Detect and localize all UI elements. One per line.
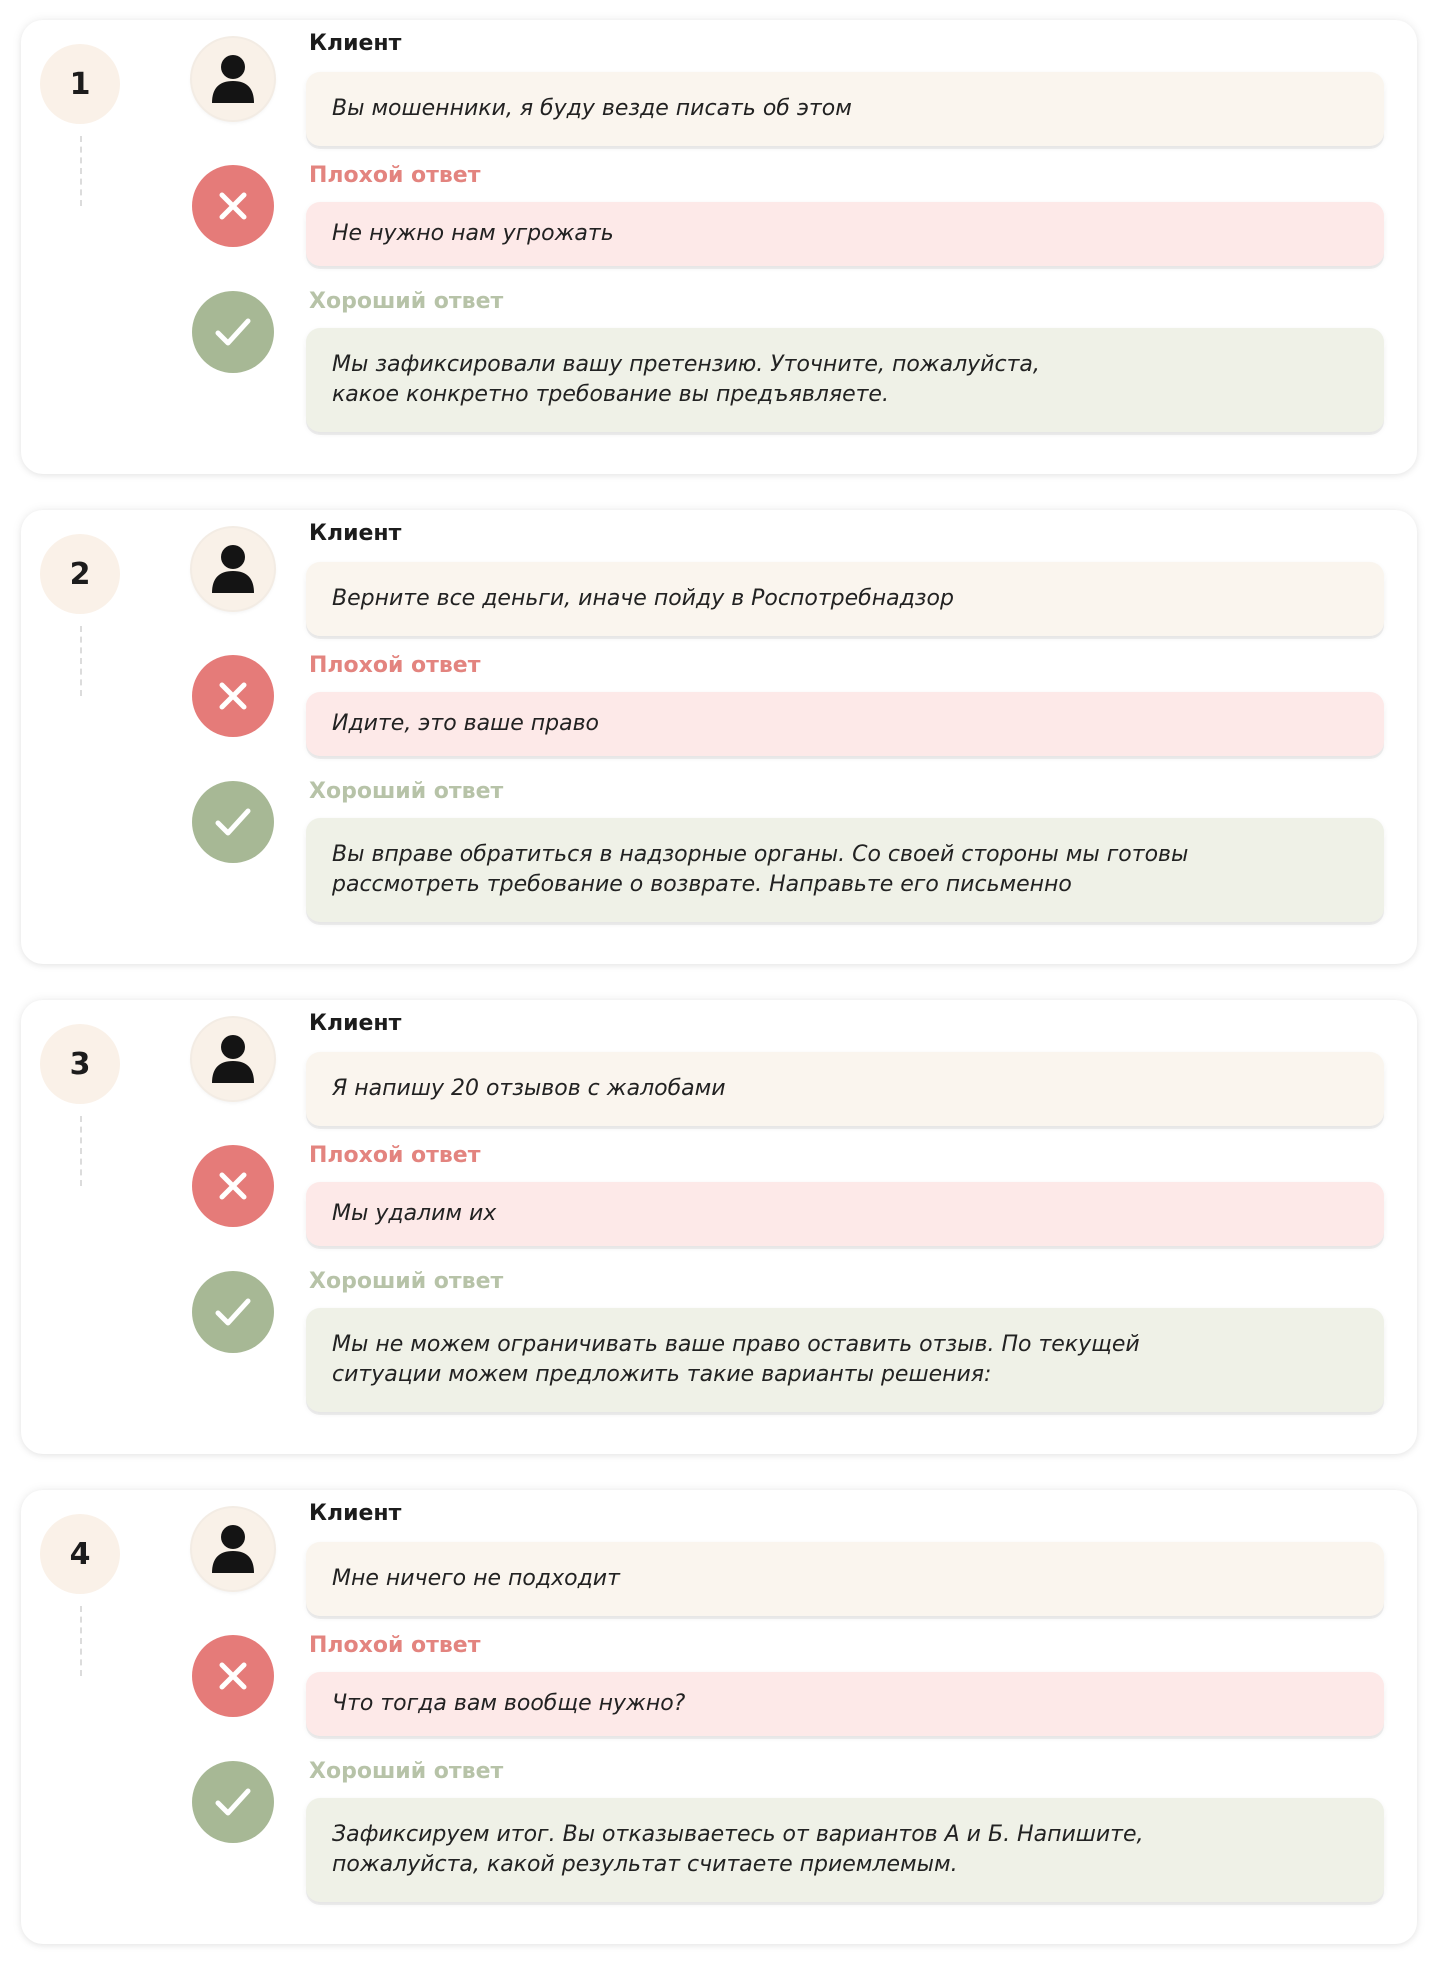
case-card-3	[21, 1000, 1417, 1454]
client-label: Клиент	[309, 1501, 402, 1526]
dashed-connector	[80, 1116, 82, 1186]
check-icon	[192, 1271, 274, 1353]
check-icon	[192, 291, 274, 373]
cross-icon	[192, 165, 274, 247]
client-message: Я напишу 20 отзывов с жалобами	[306, 1052, 1384, 1126]
good-answer-message: Мы не можем ограничивать ваше право оставить отзыв. По текущей ситуации можем предложить такие варианты решения:	[306, 1308, 1384, 1412]
person-icon	[192, 1018, 274, 1100]
client-message: Верните все деньги, иначе пойду в Роспотребнадзор	[306, 562, 1384, 636]
case-number: 4	[40, 1514, 120, 1594]
bad-answer-message: Не нужно нам угрожать	[306, 202, 1384, 266]
cross-icon	[192, 655, 274, 737]
dashed-connector	[80, 626, 82, 696]
dashed-connector	[80, 1606, 82, 1676]
client-message: Вы мошенники, я буду везде писать об этом	[306, 72, 1384, 146]
dashed-connector	[80, 136, 82, 206]
good-answer-label: Хороший ответ	[309, 1759, 504, 1784]
case-number: 2	[40, 534, 120, 614]
client-label: Клиент	[309, 1011, 402, 1036]
case-card-1	[21, 20, 1417, 474]
case-card-2	[21, 510, 1417, 964]
cross-icon	[192, 1635, 274, 1717]
good-answer-label: Хороший ответ	[309, 289, 504, 314]
bad-answer-message: Что тогда вам вообще нужно?	[306, 1672, 1384, 1736]
person-icon	[192, 528, 274, 610]
good-answer-message: Зафиксируем итог. Вы отказываетесь от вариантов А и Б. Напишите, пожалуйста, какой результат считаете приемлемым.	[306, 1798, 1384, 1902]
bad-answer-label: Плохой ответ	[309, 1633, 481, 1658]
cross-icon	[192, 1145, 274, 1227]
good-answer-label: Хороший ответ	[309, 1269, 504, 1294]
check-icon	[192, 781, 274, 863]
bad-answer-label: Плохой ответ	[309, 653, 481, 678]
client-message: Мне ничего не подходит	[306, 1542, 1384, 1616]
bad-answer-message: Идите, это ваше право	[306, 692, 1384, 756]
person-icon	[192, 1508, 274, 1590]
case-card-4	[21, 1490, 1417, 1944]
client-label: Клиент	[309, 521, 402, 546]
good-answer-message: Мы зафиксировали вашу претензию. Уточните, пожалуйста, какое конкретно требование вы предъявляете.	[306, 328, 1384, 432]
client-label: Клиент	[309, 31, 402, 56]
bad-answer-message: Мы удалим их	[306, 1182, 1384, 1246]
case-number: 3	[40, 1024, 120, 1104]
person-icon	[192, 38, 274, 120]
good-answer-label: Хороший ответ	[309, 779, 504, 804]
bad-answer-label: Плохой ответ	[309, 1143, 481, 1168]
case-number: 1	[40, 44, 120, 124]
check-icon	[192, 1761, 274, 1843]
good-answer-message: Вы вправе обратиться в надзорные органы. Со своей стороны мы готовы рассмотреть требование о возврате. Направьте его письменно	[306, 818, 1384, 922]
bad-answer-label: Плохой ответ	[309, 163, 481, 188]
